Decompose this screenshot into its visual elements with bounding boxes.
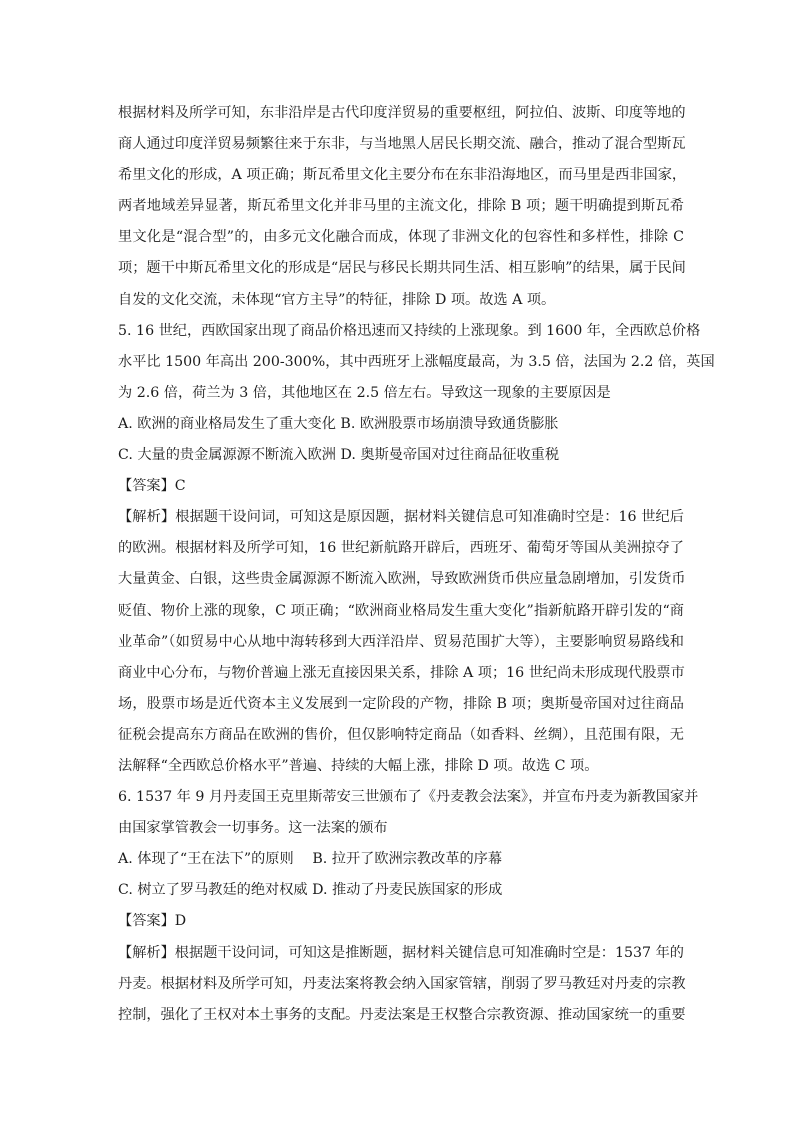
question-5-options-cd: C. 大量的贵金属源源不断流入欧洲 D. 奥斯曼帝国对过往商品征收重税 bbox=[118, 447, 560, 464]
text-line: 贬值、物价上涨的现象，C 项正确；“欧洲商业格局发生重大变化”指新航路开辟引发的“商 bbox=[118, 602, 684, 619]
text-line: 由国家掌管教会一切事务。这一法案的颁布 bbox=[118, 820, 388, 837]
question-5-answer: 【答案】C bbox=[118, 478, 186, 495]
text-line: 法解释“全西欧总价格水平”普遍、持续的大幅上涨，排除 D 项。故选 C 项。 bbox=[118, 757, 599, 774]
text-line: 的欧洲。根据材料及所学可知，16 世纪新航路开辟后，西班牙、葡萄牙等国从美洲掠夺了 bbox=[118, 540, 684, 557]
text-line: 控制，强化了王权对本土事务的支配。丹麦法案是王权整合宗教资源、推动国家统一的重要 bbox=[118, 1006, 686, 1023]
text-line: 两者地域差异显著，斯瓦希里文化并非马里的主流文化，排除 B 项；题干明确提到斯瓦希 bbox=[118, 198, 684, 215]
text-line: 希里文化的形成，A 项正确；斯瓦希里文化主要分布在东非沿海地区，而马里是西非国家， bbox=[118, 167, 687, 184]
text-line: 为 2.6 倍，荷兰为 3 倍，其他地区在 2.5 倍左右。导致这一现象的主要原因是 bbox=[118, 384, 611, 401]
question-6-answer: 【答案】D bbox=[118, 913, 187, 930]
text-line: 根据材料及所学可知，东非沿岸是古代印度洋贸易的重要枢纽，阿拉伯、波斯、印度等地的 bbox=[118, 105, 686, 121]
text-line: 项；题干中斯瓦希里文化的形成是“居民与移民长期共同生活、相互影响”的结果，属于民间 bbox=[118, 260, 686, 277]
text-line: 丹麦。根据材料及所学可知，丹麦法案将教会纳入国家管辖，削弱了罗马教廷对丹麦的宗教 bbox=[118, 975, 686, 992]
text-line: 业革命”（如贸易中心从地中海转移到大西洋沿岸、贸易范围扩大等），主要影响贸易路线和 bbox=[118, 633, 684, 650]
text-line: 水平比 1500 年高出 200-300%，其中西班牙上涨幅度最高，为 3.5 倍，法国为 2.2 倍，英国 bbox=[118, 353, 715, 370]
text-line: 商人通过印度洋贸易频繁往来于东非，与当地黑人居民长期交流、融合，推动了混合型斯瓦 bbox=[118, 136, 686, 153]
question-5-options-ab: A. 欧洲的商业格局发生了重大变化 B. 欧洲股票市场崩溃导致通货膨胀 bbox=[118, 415, 559, 432]
question-6-stem: 6. 1537 年 9 月丹麦国王克里斯蒂安三世颁布了《丹麦教会法案》，并宣布丹麦为新教国家并 bbox=[118, 789, 699, 806]
text-line: 自发的文化交流，未体现“官方主导”的特征，排除 D 项。故选 A 项。 bbox=[118, 291, 556, 308]
question-5-analysis: 【解析】根据题干设问词，可知这是原因题，据材料关键信息可知准确时空是：16 世纪后 bbox=[118, 509, 684, 526]
text-line: 大量黄金、白银，这些贵金属源源不断流入欧洲，导致欧洲货币供应量急剧增加，引发货币 bbox=[118, 571, 686, 588]
question-6-analysis: 【解析】根据题干设问词，可知这是推断题，据材料关键信息可知准确时空是：1537 年的 bbox=[118, 944, 684, 961]
text-line: 里文化是“混合型”的，由多元文化融合而成，体现了非洲文化的包容性和多样性，排除 C bbox=[118, 229, 684, 246]
question-5-stem: 5. 16 世纪，西欧国家出现了商品价格迅速而又持续的上涨现象。到 1600 年，全西欧总价格 bbox=[118, 322, 701, 339]
text-line: 商业中心分布，与物价普遍上涨无直接因果关系，排除 A 项；16 世纪尚未形成现代股票市 bbox=[118, 664, 685, 681]
document-page bbox=[118, 98, 715, 1031]
question-6-options-cd: C. 树立了罗马教廷的绝对权威 D. 推动了丹麦民族国家的形成 bbox=[118, 882, 503, 899]
question-6-options-ab: A. 体现了“王在法下”的原则 B. 拉开了欧洲宗教改革的序幕 bbox=[118, 851, 503, 868]
text-line: 场，股票市场是近代资本主义发展到一定阶段的产物，排除 B 项；奥斯曼帝国对过往商品 bbox=[118, 695, 684, 712]
text-line: 征税会提高东方商品在欧洲的售价，但仅影响特定商品（如香料、丝绸），且范围有限，无 bbox=[118, 726, 684, 743]
